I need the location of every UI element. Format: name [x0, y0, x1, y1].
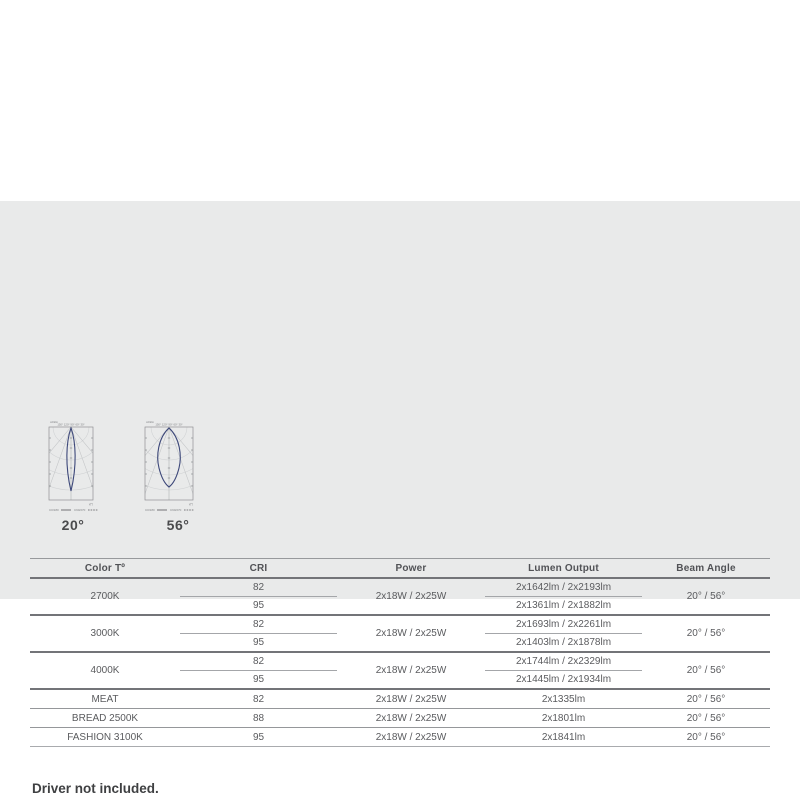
cell-lumen: 2x1445lm / 2x1934lm	[485, 671, 642, 690]
table-row	[30, 615, 770, 634]
cell-lumen: 2x1403lm / 2x1878lm	[485, 634, 642, 653]
header-lumen-output: Lumen Output	[485, 559, 642, 579]
cell-cri: 95	[180, 671, 337, 690]
diagram-legend	[145, 508, 194, 512]
cell-color-2700k: 2700K	[30, 578, 180, 615]
table-row	[30, 578, 770, 597]
table-row-bread	[30, 709, 770, 728]
diagram-legend	[49, 508, 98, 512]
diagram-grid	[40, 418, 106, 502]
cell-beam: 20° / 56°	[642, 652, 770, 689]
cell-color-fashion: FASHION 3100K	[30, 728, 180, 747]
diagram-axis-label: γ[°]	[188, 502, 193, 506]
diagram-unit-label: cd/klm	[50, 420, 59, 424]
cell-lumen: 2x1841lm	[485, 728, 642, 747]
cell-lumen: 2x1361lm / 2x1882lm	[485, 597, 642, 616]
driver-note: Driver not included.	[32, 781, 159, 796]
cell-color-bread: BREAD 2500K	[30, 709, 180, 728]
cell-power: 2x18W / 2x25W	[337, 652, 485, 689]
legend-c0-label: C0/180	[145, 508, 155, 512]
beam-angle-label-20: 20°	[61, 517, 85, 533]
table-row	[30, 652, 770, 671]
table-header-row	[30, 559, 770, 579]
legend-c90-label: C90/270	[170, 508, 182, 512]
cell-lumen: 2x1801lm	[485, 709, 642, 728]
cell-power: 2x18W / 2x25W	[337, 709, 485, 728]
cell-color-3000k: 3000K	[30, 615, 180, 652]
cell-color-meat: MEAT	[30, 689, 180, 709]
table-row-fashion	[30, 728, 770, 747]
cell-cri: 82	[180, 578, 337, 597]
cell-cri: 95	[180, 597, 337, 616]
cell-beam: 20° / 56°	[642, 709, 770, 728]
diagram-grid	[136, 418, 202, 502]
cell-lumen: 2x1642lm / 2x2193lm	[485, 578, 642, 597]
cell-power: 2x18W / 2x25W	[337, 578, 485, 615]
cell-power: 2x18W / 2x25W	[337, 615, 485, 652]
header-power: Power	[337, 559, 485, 579]
cell-lumen: 2x1744lm / 2x2329lm	[485, 652, 642, 671]
header-cri: CRI	[180, 559, 337, 579]
cell-cri: 82	[180, 689, 337, 709]
cell-power: 2x18W / 2x25W	[337, 728, 485, 747]
cell-beam: 20° / 56°	[642, 689, 770, 709]
cell-cri: 82	[180, 615, 337, 634]
header-beam-angle: Beam Angle	[642, 559, 770, 579]
cell-color-4000k: 4000K	[30, 652, 180, 689]
legend-c0-label: C0/180	[49, 508, 59, 512]
cell-power: 2x18W / 2x25W	[337, 689, 485, 709]
cell-lumen: 2x1335lm	[485, 689, 642, 709]
header-color-t: Color Tº	[30, 559, 180, 579]
cell-beam: 20° / 56°	[642, 615, 770, 652]
diagram-angle-ticks: 150° 120° 90° 60° 30°	[155, 422, 183, 427]
cell-cri: 95	[180, 728, 337, 747]
table-row-meat	[30, 689, 770, 709]
photometric-diagram-narrow	[40, 418, 106, 514]
legend-c90-label: C90/270	[74, 508, 86, 512]
cell-lumen: 2x1693lm / 2x2261lm	[485, 615, 642, 634]
gray-spec-band	[0, 201, 800, 796]
spec-table	[30, 558, 770, 747]
cell-cri: 88	[180, 709, 337, 728]
diagram-angle-ticks: 150° 120° 90° 60° 30°	[57, 422, 85, 427]
diagram-axis-label: γ[°]	[88, 502, 93, 506]
cell-cri: 95	[180, 634, 337, 653]
beam-angle-label-56: 56°	[166, 517, 190, 533]
cell-beam: 20° / 56°	[642, 728, 770, 747]
cell-cri: 82	[180, 652, 337, 671]
photometric-diagram-wide	[136, 418, 202, 514]
cell-beam: 20° / 56°	[642, 578, 770, 615]
diagram-unit-label: cd/klm	[146, 420, 155, 424]
